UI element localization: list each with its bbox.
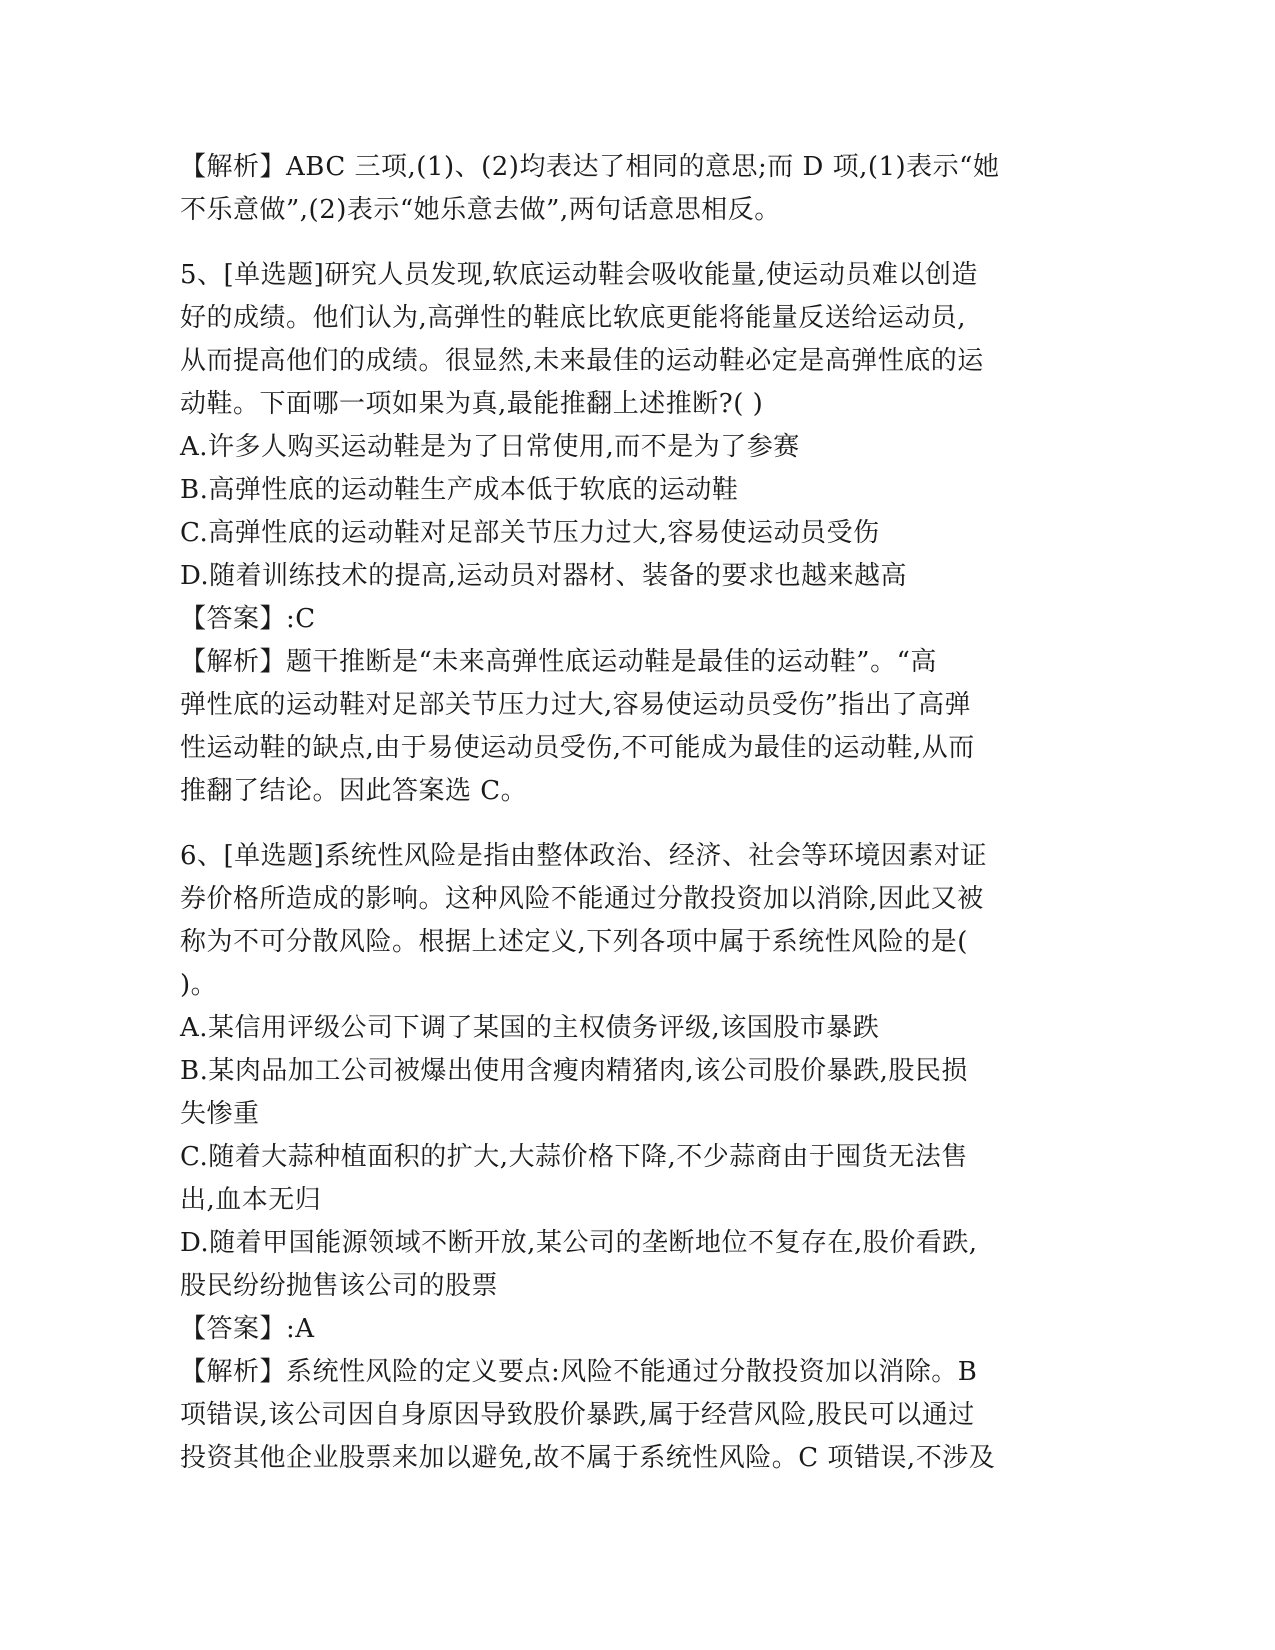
analysis-line: 性运动鞋的缺点,由于易使运动员受伤,不可能成为最佳的运动鞋,从而 [180,733,975,763]
document-page [180,146,1095,1480]
text-line: 【解析】ABC 三项,(1)、(2)均表达了相同的意思;而 D 项,(1)表示“她 [180,152,1000,182]
analysis-line: 弹性底的运动鞋对足部关节压力过大,容易使运动员受伤”指出了高弹 [180,690,972,720]
analysis-line: 【解析】系统性风险的定义要点:风险不能通过分散投资加以消除。B [180,1357,978,1387]
question-stem-line: 从而提高他们的成绩。很显然,未来最佳的运动鞋必定是高弹性底的运 [180,346,984,376]
option-c-continued: 出,血本无归 [180,1185,322,1215]
question-stem-line: 5、[单选题]研究人员发现,软底运动鞋会吸收能量,使运动员难以创造 [180,260,978,290]
answer-line: 【答案】:A [180,1314,315,1344]
question-stem-line: 6、[单选题]系统性风险是指由整体政治、经济、社会等环境因素对证 [180,841,987,871]
option-b-continued: 失惨重 [180,1099,260,1129]
option-d: D.随着训练技术的提高,运动员对器材、装备的要求也越来越高 [180,561,907,591]
option-a: A.某信用评级公司下调了某国的主权债务评级,该国股市暴跌 [180,1013,880,1043]
option-a: A.许多人购买运动鞋是为了日常使用,而不是为了参赛 [180,432,800,462]
option-b: B.高弹性底的运动鞋生产成本低于软底的运动鞋 [180,475,739,505]
analysis-line: 项错误,该公司因自身原因导致股价暴跌,属于经营风险,股民可以通过 [180,1400,975,1430]
option-c: C.高弹性底的运动鞋对足部关节压力过大,容易使运动员受伤 [180,518,880,548]
question-stem-line: 动鞋。下面哪一项如果为真,最能推翻上述推断?( ) [180,389,764,419]
analysis-line: 投资其他企业股票来加以避免,故不属于系统性风险。C 项错误,不涉及 [180,1443,996,1473]
question-block-5 [180,254,1095,813]
question-stem-line: )。 [180,970,218,1000]
analysis-block-q4 [180,146,1095,232]
option-c: C.随着大蒜种植面积的扩大,大蒜价格下降,不少蒜商由于囤货无法售 [180,1142,968,1172]
option-b: B.某肉品加工公司被爆出使用含瘦肉精猪肉,该公司股价暴跌,股民损 [180,1056,968,1086]
text-line: 不乐意做”,(2)表示“她乐意去做”,两句话意思相反。 [180,195,781,225]
question-block-6 [180,835,1095,1480]
option-d-continued: 股民纷纷抛售该公司的股票 [180,1271,499,1301]
analysis-line: 推翻了结论。因此答案选 C。 [180,776,528,806]
question-stem-line: 称为不可分散风险。根据上述定义,下列各项中属于系统性风险的是( [180,927,968,957]
question-stem-line: 券价格所造成的影响。这种风险不能通过分散投资加以消除,因此又被 [180,884,984,914]
question-stem-line: 好的成绩。他们认为,高弹性的鞋底比软底更能将能量反送给运动员, [180,303,967,333]
analysis-line: 【解析】题干推断是“未来高弹性底运动鞋是最佳的运动鞋”。“高 [180,647,937,677]
answer-line: 【答案】:C [180,604,316,634]
option-d: D.随着甲国能源领域不断开放,某公司的垄断地位不复存在,股价看跌, [180,1228,978,1258]
